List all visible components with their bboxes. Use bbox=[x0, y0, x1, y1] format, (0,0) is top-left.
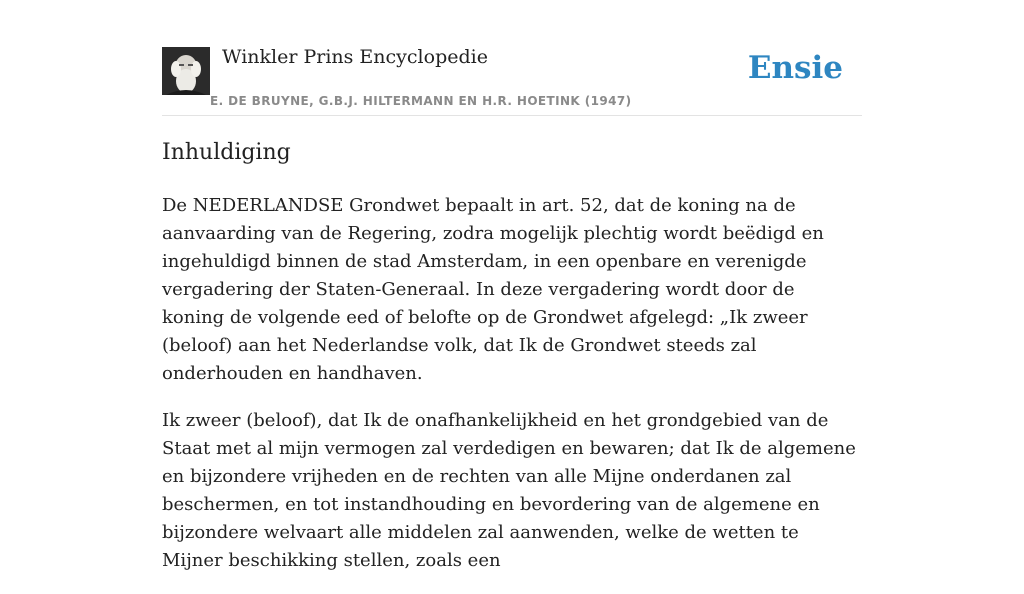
source-title[interactable]: Winkler Prins Encyclopedie bbox=[222, 46, 488, 68]
article-paragraph: Ik zweer (beloof), dat Ik de onafhankelijkheid en het grondgebied van de Staat met al mijn vermogen zal verdedigen en bewaren; dat Ik de algemene en bijzondere vrijheden en de rechten van alle Mijne onderdanen zal beschermen, en tot instandhouding en bevordering van de algemene en bijzondere welvaart alle middelen zal aanwenden, welke de wetten te Mijner beschikking stellen, zoals een bbox=[162, 410, 856, 571]
article-container bbox=[162, 0, 862, 571]
source-authors: E. DE BRUYNE, G.B.J. HILTERMANN EN H.R. HOETINK (1947) bbox=[210, 94, 632, 108]
source-header bbox=[162, 0, 862, 116]
article-paragraph: De NEDERLANDSE Grondwet bepaalt in art. 52, dat de koning na de aanvaarding van de Regering, zodra mogelijk plechtig wordt beëdigd en ingehuldigd binnen de stad Amsterdam, in een openbare en verenigde vergadering der Staten-Generaal. In deze vergadering wordt door de koning de volgende eed of belofte op de Grondwet afgelegd: „Ik zweer (beloof) aan het Nederlandse volk, dat Ik de Grondwet steeds zal onderhouden en handhaven. bbox=[162, 195, 824, 384]
portrait-graphic bbox=[162, 47, 210, 95]
article-body bbox=[162, 192, 862, 594]
author-portrait-icon[interactable] bbox=[162, 47, 210, 95]
article-title: Inhuldiging bbox=[162, 140, 291, 165]
ensie-logo[interactable]: Ensie bbox=[747, 50, 843, 86]
